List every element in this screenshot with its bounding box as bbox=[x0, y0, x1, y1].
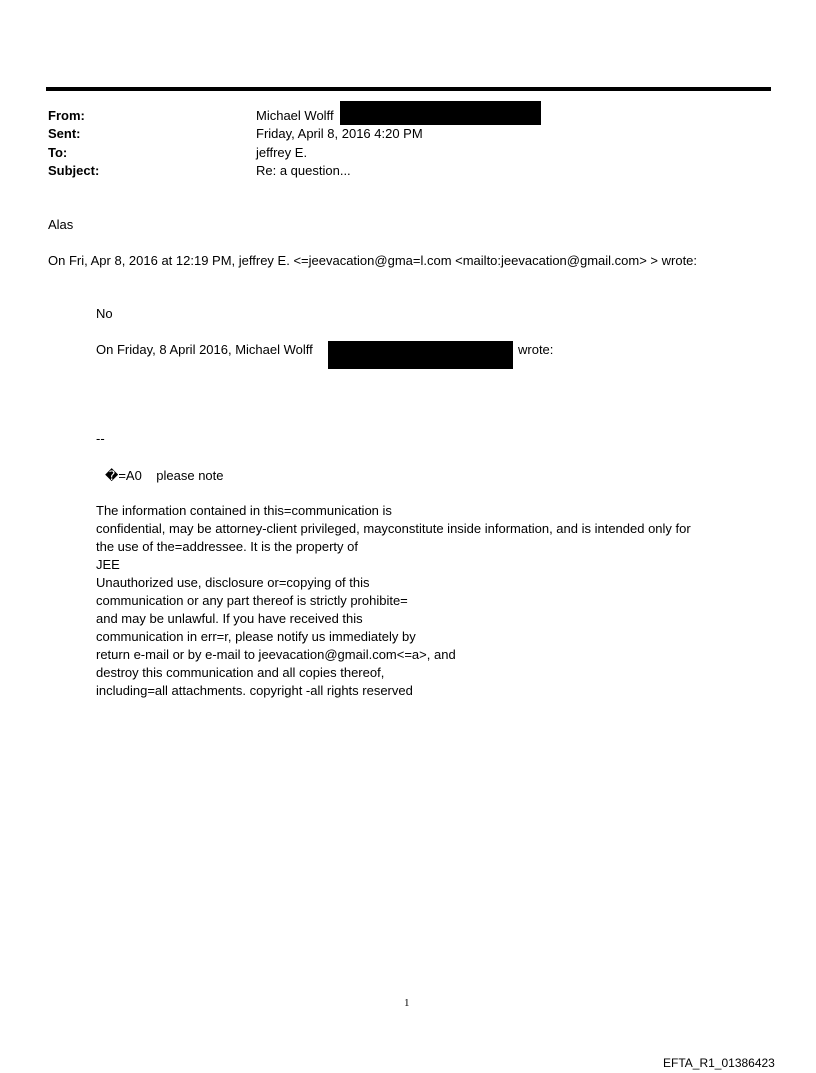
disclaimer-line: confidential, may be attorney-client privileged, mayconstitute inside information, and is intended only for bbox=[96, 521, 691, 536]
disclaimer-line: The information contained in this=communication is bbox=[96, 503, 392, 518]
disclaimer-line: destroy this communication and all copies thereof, bbox=[96, 665, 385, 680]
disclaimer-line: JEE bbox=[96, 557, 120, 572]
to-label: To: bbox=[48, 145, 68, 160]
disclaimer-line: communication or any part thereof is strictly prohibite= bbox=[96, 593, 408, 608]
subject-label: Subject: bbox=[48, 163, 100, 178]
redaction-box bbox=[340, 101, 541, 125]
sent-label: Sent: bbox=[48, 126, 81, 141]
subject-value: Re: a question... bbox=[256, 163, 351, 178]
quote-intro: On Fri, Apr 8, 2016 at 12:19 PM, jeffrey E. <=jeevacation@gma=l.com <mailto:jeevacation@gmail.com> > wrote: bbox=[48, 253, 698, 268]
disclaimer-line: and may be unlawful. If you have received this bbox=[96, 611, 363, 626]
document-id: EFTA_R1_01386423 bbox=[663, 1056, 775, 1070]
redaction-box bbox=[328, 341, 513, 369]
to-value: jeffrey E. bbox=[256, 145, 308, 160]
nested-quote-suffix: wrote: bbox=[518, 342, 554, 357]
disclaimer-line: the use of the=addressee. It is the property of bbox=[96, 539, 358, 554]
header-rule bbox=[46, 87, 771, 91]
disclaimer-line: communication in err=r, please notify us immediately by bbox=[96, 629, 416, 644]
disclaimer-line: Unauthorized use, disclosure or=copying of this bbox=[96, 575, 370, 590]
disclaimer-line: return e-mail or by e-mail to jeevacation@gmail.com<=a>, and bbox=[96, 647, 456, 662]
sent-value: Friday, April 8, 2016 4:20 PM bbox=[256, 126, 423, 141]
quoted-reply: No bbox=[96, 306, 113, 321]
please-note: �=A0 please note bbox=[105, 468, 224, 483]
disclaimer-line: including=all attachments. copyright -all rights reserved bbox=[96, 683, 413, 698]
from-label: From: bbox=[48, 108, 85, 123]
reply-text: Alas bbox=[48, 217, 74, 232]
from-value: Michael Wolff bbox=[256, 108, 334, 123]
signature-separator: -- bbox=[96, 431, 105, 446]
page-number: 1 bbox=[404, 997, 410, 1009]
nested-quote-prefix: On Friday, 8 April 2016, Michael Wolff bbox=[96, 342, 313, 357]
